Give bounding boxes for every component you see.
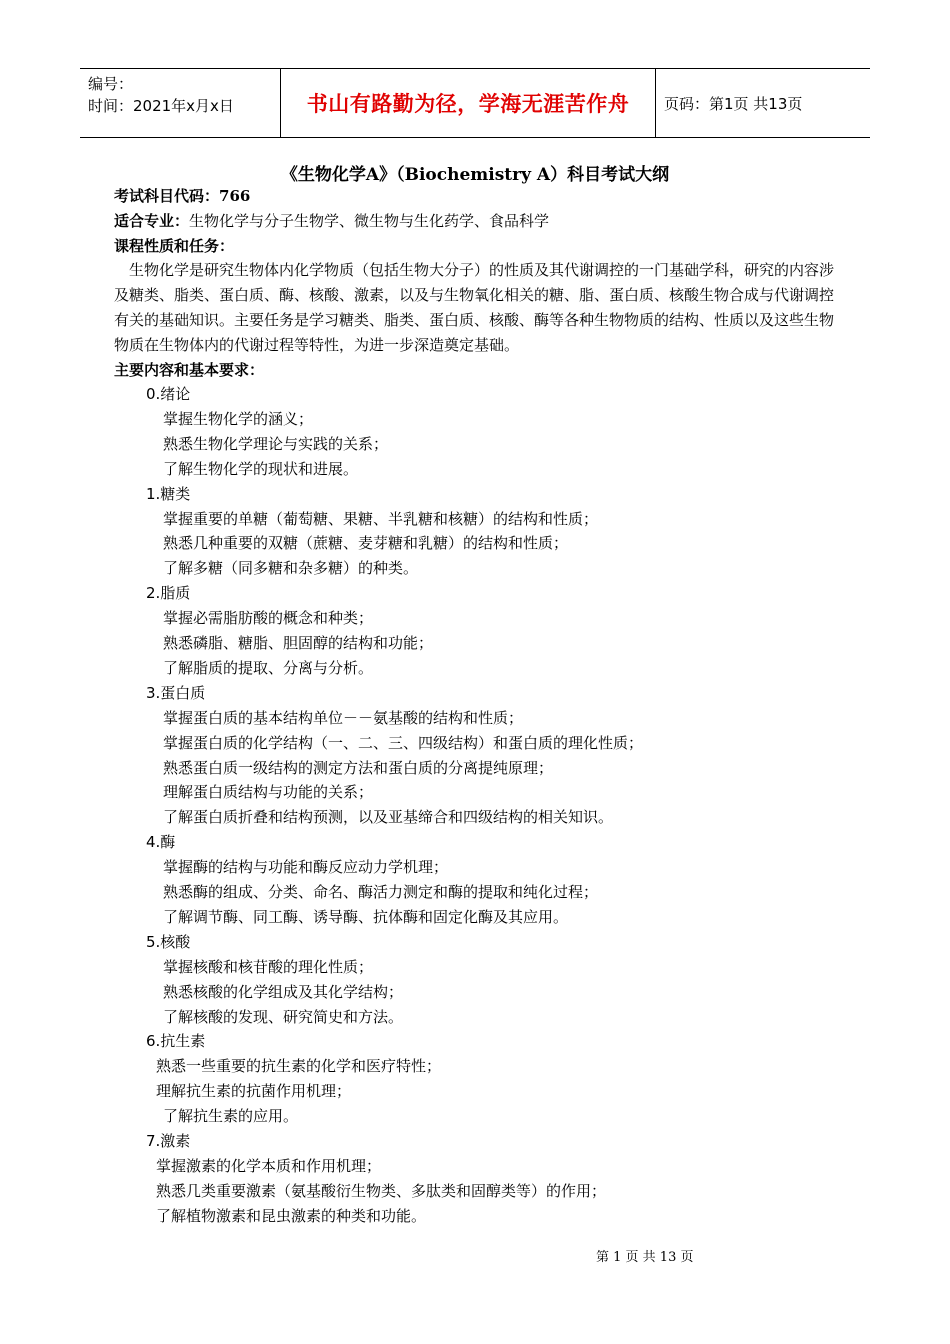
section-title: 1.糖类 [146, 484, 191, 503]
section-item: 熟悉磷脂、糖脂、胆固醇的结构和功能； [163, 634, 434, 652]
exam-code-line [114, 186, 250, 206]
main-heading: 主要内容和基本要求： [114, 361, 265, 379]
section-item: 熟悉一些重要的抗生素的化学和医疗特性； [156, 1057, 442, 1076]
section-item: 了解核酸的发现、研究简史和方法。 [163, 1007, 404, 1026]
section-item: 了解植物激素和昆虫激素的种类和功能。 [156, 1206, 427, 1225]
page-footer: 第 1 页 共 13 页 [596, 1250, 694, 1265]
section-item: 熟悉几种重要的双糖（蔗糖、麦芽糖和乳糖）的结构和性质； [163, 534, 569, 553]
section-item: 熟悉几类重要激素（氨基酸衍生物类、多肽类和固醇类等）的作用； [156, 1181, 607, 1200]
section-title: 3.蛋白质 [146, 683, 206, 702]
section-item: 掌握生物化学的涵义； [163, 409, 314, 428]
section-item: 了解生物化学的现状和进展。 [163, 459, 359, 478]
majors-label: 适合专业： [114, 212, 190, 230]
section-item: 了解多糖（同多糖和杂多糖）的种类。 [163, 559, 419, 578]
section-item: 理解蛋白质结构与功能的关系； [163, 783, 374, 802]
section-item: 熟悉生物化学理论与实践的关系； [163, 434, 389, 453]
number-label: 编号： [88, 75, 134, 93]
section-item: 了解抗生素的应用。 [163, 1107, 299, 1126]
time-label: 时间：2021年x月x日 [88, 97, 234, 115]
section-item: 掌握蛋白质的化学结构（一、二、三、四级结构）和蛋白质的理化性质； [163, 733, 644, 752]
motto-text: 书山有路勤为径，学海无涯苦作舟 [306, 91, 630, 116]
section-item: 了解调节酶、同工酶、诱导酶、抗体酶和固定化酶及其应用。 [163, 907, 569, 926]
page-info: 页码：第1页 共13页 [664, 94, 803, 113]
section-item: 理解抗生素的抗菌作用机理； [156, 1082, 352, 1101]
header-motto-cell [280, 69, 656, 137]
section-title: 4.酶 [146, 833, 176, 852]
section-title: 0.绪论 [146, 385, 191, 403]
section-title: 5.核酸 [146, 932, 191, 951]
section-item: 了解脂质的提取、分离与分析。 [163, 658, 374, 677]
document-title: 《生物化学A》（Biochemistry A）科目考试大纲 [280, 165, 670, 185]
section-item: 了解蛋白质折叠和结构预测，以及亚基缔合和四级结构的相关知识。 [163, 808, 614, 827]
section-title: 2.脂质 [146, 584, 191, 603]
section-item: 熟悉核酸的化学组成及其化学结构； [163, 982, 404, 1001]
section-item: 掌握重要的单糖（葡萄糖、果糖、半乳糖和核糖）的结构和性质； [163, 509, 599, 528]
section-title: 6.抗生素 [146, 1032, 206, 1051]
exam-code-value: 766 [219, 187, 251, 205]
course-paragraph: 生物化学是研究生物体内化学物质（包括生物大分子）的性质及其代谢调控的一门基础学科，研究的内容涉及糖类、脂类、蛋白质、酶、核酸、激素，以及与生物氧化相关的糖、脂、蛋白质、核酸生物合成与代谢调控有关的基础知识。主要任务是学习糖类、脂类、蛋白质、核酸、酶等各种生物物质的结构、性质以及这些生物物质在生物体内的代谢过程等特性，为进一步深造奠定基础。 [114, 261, 835, 354]
section-item: 掌握核酸和核苷酸的理化性质； [163, 957, 374, 976]
course-heading: 课程性质和任务： [114, 237, 235, 255]
header-page-cell [656, 69, 870, 137]
header-table [80, 68, 870, 138]
majors-line [114, 211, 549, 231]
section-item: 熟悉酶的组成、分类、命名、酶活力测定和酶的提取和纯化过程； [163, 883, 599, 901]
section-item: 掌握酶的结构与功能和酶反应动力学机理； [163, 858, 449, 877]
majors-value: 生物化学与分子生物学、微生物与生化药学、食品科学 [189, 212, 550, 230]
section-title: 7.激素 [146, 1132, 191, 1150]
section-item: 掌握激素的化学本质和作用机理； [156, 1156, 382, 1175]
section-item: 掌握必需脂肪酸的概念和种类； [163, 609, 374, 628]
section-item: 熟悉蛋白质一级结构的测定方法和蛋白质的分离提纯原理； [163, 758, 554, 777]
exam-code-label: 考试科目代码： [114, 187, 220, 205]
section-item: 掌握蛋白质的基本结构单位－－氨基酸的结构和性质； [163, 708, 524, 727]
header-left-cell [80, 69, 280, 137]
